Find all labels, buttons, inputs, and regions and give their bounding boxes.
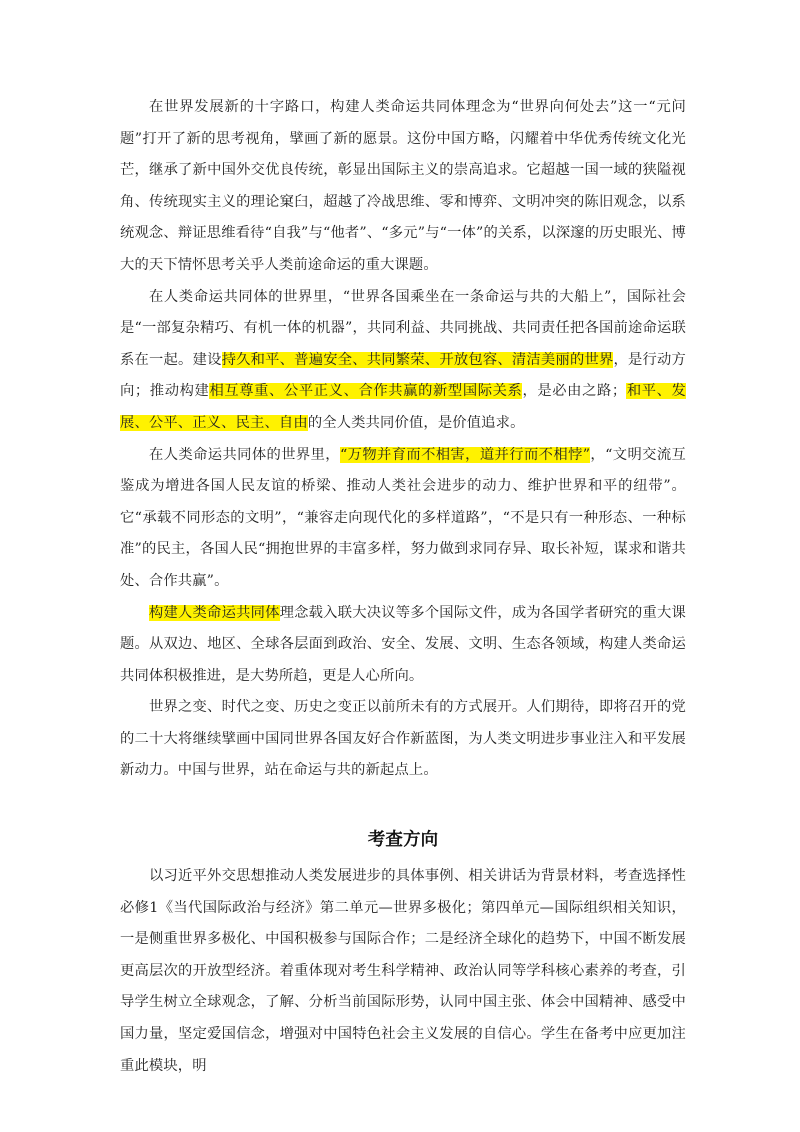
highlight-quote: “万物并育而不相害，道并行而不相悖” [339,446,591,463]
highlight-world-vision: 持久和平、普遍安全、共同繁荣、开放包容、清洁美丽的世界 [221,351,614,368]
document-page [120,92,686,1082]
paragraph-2-text-b: ，是行动方向；推动构建 [120,351,686,400]
highlight-common-values: 和平、发展、公平、正义、民主、自由 [120,383,686,431]
section-paragraph-text: 以习近平外交思想推动人类发展进步的具体事例、相关讲话为背景材料，考查选择性必修1《当代国际政治与经济》第二单元—世界多极化；第四单元—国际组织相关知识，一是侧重世界多极化、中国积极参与国际合作；二是经济全球化的趋势下，中国不断发展更高层次的开放型经济。着重体现对考生科学精神、政治认同等学科核心素养的考查，引导学生树立全球观念，了解、分析当前国际形势，认同中国主张、体会中国精神、感受中国力量，坚定爱国信念，增强对中国特色社会主义发展的自信心。学生在备考中应更加注重此模块，明 [120,868,686,1074]
paragraph-1-text: 在世界发展新的十字路口，构建人类命运共同体理念为“世界向何处去”这一“元问题”打开了新的思考视角，擘画了新的愿景。这份中国方略，闪耀着中华优秀传统文化光芒，继承了新中国外交优良传统，彰显出国际主义的崇高追求。它超越一国一域的狭隘视角、传统现实主义的理论窠臼，超越了冷战思维、零和博弈、文明冲突的陈旧观念，以系统观念、辩证思维看待“自我”与“他者”、“多元”与“一体”的关系，以深邃的历史眼光、博大的天下情怀思考关乎人类前途命运的重大课题。 [120,99,686,273]
paragraph-1 [120,92,686,282]
paragraph-3-text-a: 在人类命运共同体的世界里， [149,446,340,463]
paragraph-3 [120,440,686,598]
highlight-community: 构建人类命运共同体 [149,604,280,621]
paragraph-5-text: 世界之变、时代之变、历史之变正以前所未有的方式展开。人们期待，即将召开的党的二十大将继续擘画中国同世界各国友好合作新蓝图，为人类文明进步事业注入和平发展新动力。中国与世界，站在命运与共的新起点上。 [120,699,686,779]
paragraph-4 [120,598,686,693]
paragraph-2-text-d: 的全人类共同价值，是价值追求。 [307,414,525,431]
paragraph-2-text-a: 在人类命运共同体的世界里，“世界各国乘坐在一条命运与共的大船上”，国际社会是“一部复杂精巧、有机一体的机器”，共同利益、共同挑战、共同责任把各国前途命运联系在一起。建设 [120,288,686,368]
paragraph-3-text-b: ，“文明交流互鉴成为增进各国人民友谊的桥梁、推动人类社会进步的动力、维护世界和平的纽带”。它“承载不同形态的文明”，“兼容走向现代化的多样道路”，“不是只有一种形态、一种标准”的民主，各国人民“拥抱世界的丰富多样，努力做到求同存异、取长补短，谋求和谐共处、合作共赢”。 [120,446,686,589]
paragraph-2 [120,282,686,440]
paragraph-2-text-c: ，是必由之路； [522,383,627,400]
section-paragraph [120,861,686,1082]
highlight-international-relations: 相互尊重、公平正义、合作共赢的新型国际关系 [209,383,523,400]
paragraph-4-text: 理念载入联大决议等多个国际文件，成为各国学者研究的重大课题。从双边、地区、全球各层面到政治、安全、发展、文明、生态各领域，构建人类命运共同体积极推进，是大势所趋，更是人心所向。 [120,604,686,684]
section-title: 考查方向 [367,830,439,851]
paragraph-5 [120,692,686,787]
